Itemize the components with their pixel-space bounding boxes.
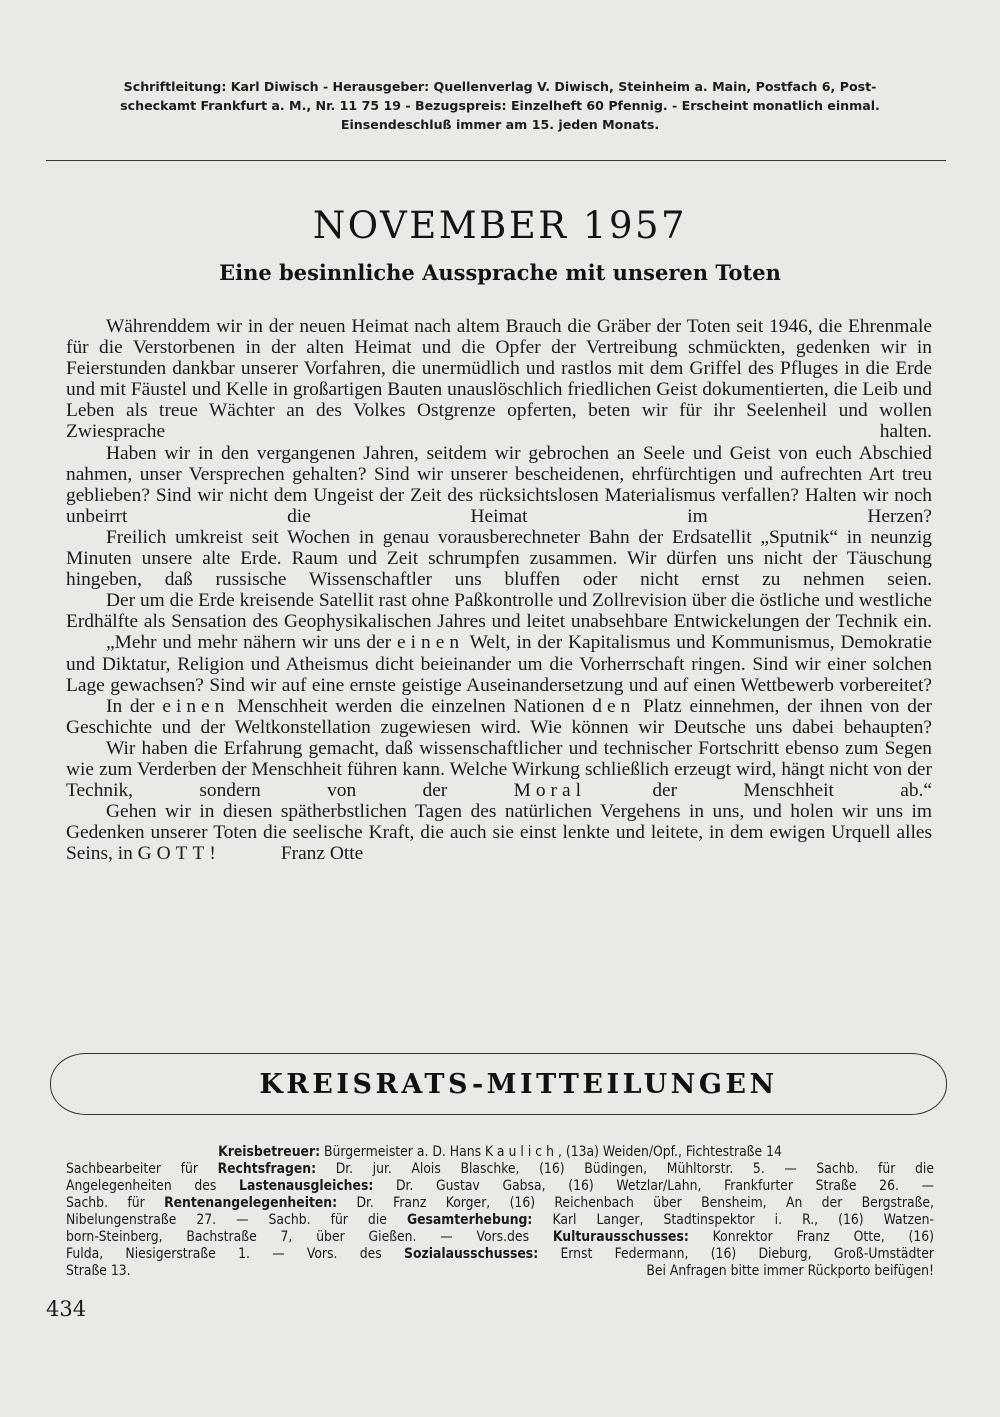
kreisrat-contacts [66,1144,934,1280]
text-run: Nibelungenstraße 27. — Sachb. für die [66,1212,387,1228]
label: Sozialausschusses: [404,1246,539,1262]
contact-line [66,1195,934,1212]
label: Rechtsfragen: [217,1161,317,1177]
text-run: Dr. jur. Alois Blaschke, (16) Büdingen, Mühltorstr. 5. — Sachb. für die [335,1161,934,1177]
paragraph [66,738,932,801]
text-run: Platz einnehmen, der ihnen von der Geschichte und der Weltkonstellation zugewiesen wird. Wie können wir Deutsche uns dabei behaupten? [66,695,932,738]
text-run: Gehen wir in diesen spätherbstlichen Tagen des natürlichen Vergehens in uns, und holen wir uns im Gedenken unserer Toten die seelische Kraft, die auch sie einst lenkte und leitete, in dem ewigen Urquell alles Seins, in [66,801,932,865]
spaced-word: den [592,695,636,717]
text-run: Ernst Federmann, (16) Dieburg, Groß-Umstädter [560,1246,935,1262]
text-run: Dr. Gustav Gabsa, (16) Wetzlar/Lahn, Frankfurter Straße 26. — [396,1178,934,1194]
contact-line [66,1263,934,1280]
text-run: Sachbearbeiter für [66,1161,198,1177]
text-run: „Mehr und mehr nähern wir uns der [106,632,392,654]
paragraph [66,696,932,738]
contact-line [66,1246,934,1263]
spaced-word: GOTT! [137,843,221,865]
divider-rule [46,160,946,161]
contact-line [66,1229,934,1246]
label: Kreisbetreuer: [218,1144,321,1160]
text-run: Bürgermeister a. D. Hans [324,1144,482,1160]
text-run: Angelegenheiten des [66,1178,217,1194]
masthead-line: Einsendeschluß immer am 15. jeden Monats. [340,117,660,132]
text-run: born-Steinberg, Bachstraße 7, über Gießen. — Vors.des [66,1229,530,1245]
text-run: Dr. Franz Korger, (16) Reichenbach über Bensheim, An der Bergstraße, [356,1195,934,1211]
spaced-word: einen [162,695,230,717]
label: Kulturausschusses: [552,1229,689,1245]
banner-title: KREISRATS-MITTEILUNGEN [259,1068,778,1100]
text-run: Sachb. für [66,1195,145,1211]
text-run: der Menschheit ab.“ [652,780,932,802]
text-run: Karl Langer, Stadtinspektor i. R., (16) Watzen- [552,1212,934,1228]
label: Gesamterhebung: [406,1212,533,1228]
contact-line [66,1178,934,1195]
paragraph: Währenddem wir in der neuen Heimat nach altem Brauch die Gräber der Toten seit 1946, die Ehrenmale für die Verstorbenen in der alten Heimat und die Opfer der Vertreibung schmückten, gedenken wir in Feierstunden dankbar unserer Vorfahren, die unermüdlich und rastlos mit dem Griffel des Pfluges in die Erde und mit Fäustel und Kelle in großartigen Bauten unauslöschlich friedlichen Geist dokumentierten, die Leib und Leben als treue Wächter an des Volkes Ostgrenze opferten, beten wir für ihr Seelenheil und wollen Zwiesprache halten. [66,316,932,443]
masthead-line: Schriftleitung: Karl Diwisch - Herausgeber: Quellenverlag V. Diwisch, Steinheim a. Main, Postfach 6, Post- [123,79,877,94]
text-run: In der [106,695,155,717]
text-run: Wir haben die Erfahrung gemacht, daß wissenschaftlicher und technischer Fortschritt ebenso zum Segen wie zum Verderben der Menschheit führen kann. Welche Wirkung schließlich erzeugt wird, hängt nicht von der Technik, sondern von der [66,737,932,802]
paragraph: Haben wir in den vergangenen Jahren, seitdem wir gebrochen an Seele und Geist von euch Abschied nahmen, unser Versprechen gehalten? Sind wir unserer bescheidenen, ehrfürchtigen und aufrechten Art treu geblieben? Sind wir nicht dem Ungeist der Zeit des rücksichtslosen Materialismus verfallen? Halten wir noch unbeirrt die Heimat im Herzen? [66,442,932,527]
text-run: Straße 13. [66,1263,131,1279]
contact-line [66,1161,934,1178]
paragraph: Der um die Erde kreisende Satellit rast ohne Paßkontrolle und Zollrevision über die östliche und westliche Erdhälfte als Sensation des Geophysikalischen Jahres und leitet unabsehbare Entwickelungen der Technik ein. [66,590,932,633]
label: Lastenausgleiches: [239,1178,374,1194]
article-title: NOVEMBER 1957 [312,204,688,247]
masthead-line: scheckamt Frankfurt a. M., Nr. 11 75 19 - Bezugspreis: Einzelheft 60 Pfennig. - Erscheint monatlich einmal. [120,98,880,113]
label: Rentenangelegenheiten: [164,1195,338,1211]
contact-line [66,1212,934,1229]
text-run: Fulda, Niesigerstraße 1. — Vors. des [66,1246,382,1262]
contact-line [66,1144,934,1161]
spaced-word: einen [397,632,465,654]
page-number: 434 [46,1297,87,1321]
text-run: Welt, in der Kapitalismus und Kommunismus, Demokratie und Diktatur, Religion und Atheismus dicht beieinander um die Vorherrschaft ringen. Sind wir einer solchen Lage gewachsen? Sind wir auf eine ernste geistige Auseinandersetzung und auf einen Wettbewerb vorbereitet? [66,632,933,696]
note: Bei Anfragen bitte immer Rückporto beifügen! [646,1263,934,1279]
text-run: Menschheit werden die einzelnen Nationen [237,695,585,717]
paragraph [66,801,932,864]
text-run: Konrektor Franz Otte, (16) [712,1229,934,1245]
text-run: , (13a) Weiden/Opf., Fichtestraße 14 [557,1144,782,1160]
author-signature: Franz Otte [280,843,364,865]
article-subtitle: Eine besinnliche Aussprache mit unseren Toten [219,260,781,285]
spaced-name: Kaulich [485,1144,558,1160]
spaced-word: Moral [513,780,586,802]
masthead [55,77,945,134]
paragraph [66,632,932,695]
article-body [66,316,932,864]
paragraph: Freilich umkreist seit Wochen in genau vorausberechneter Bahn der Erdsatellit „Sputnik“ in neunzig Minuten unsere alte Erde. Raum und Zeit schrumpfen zusammen. Wir dürfen uns nicht der Täuschung hingeben, daß russische Wissenschaftler uns bluffen oder nicht ernst zu nehmen seien. [66,526,932,591]
section-banner [50,1053,947,1115]
